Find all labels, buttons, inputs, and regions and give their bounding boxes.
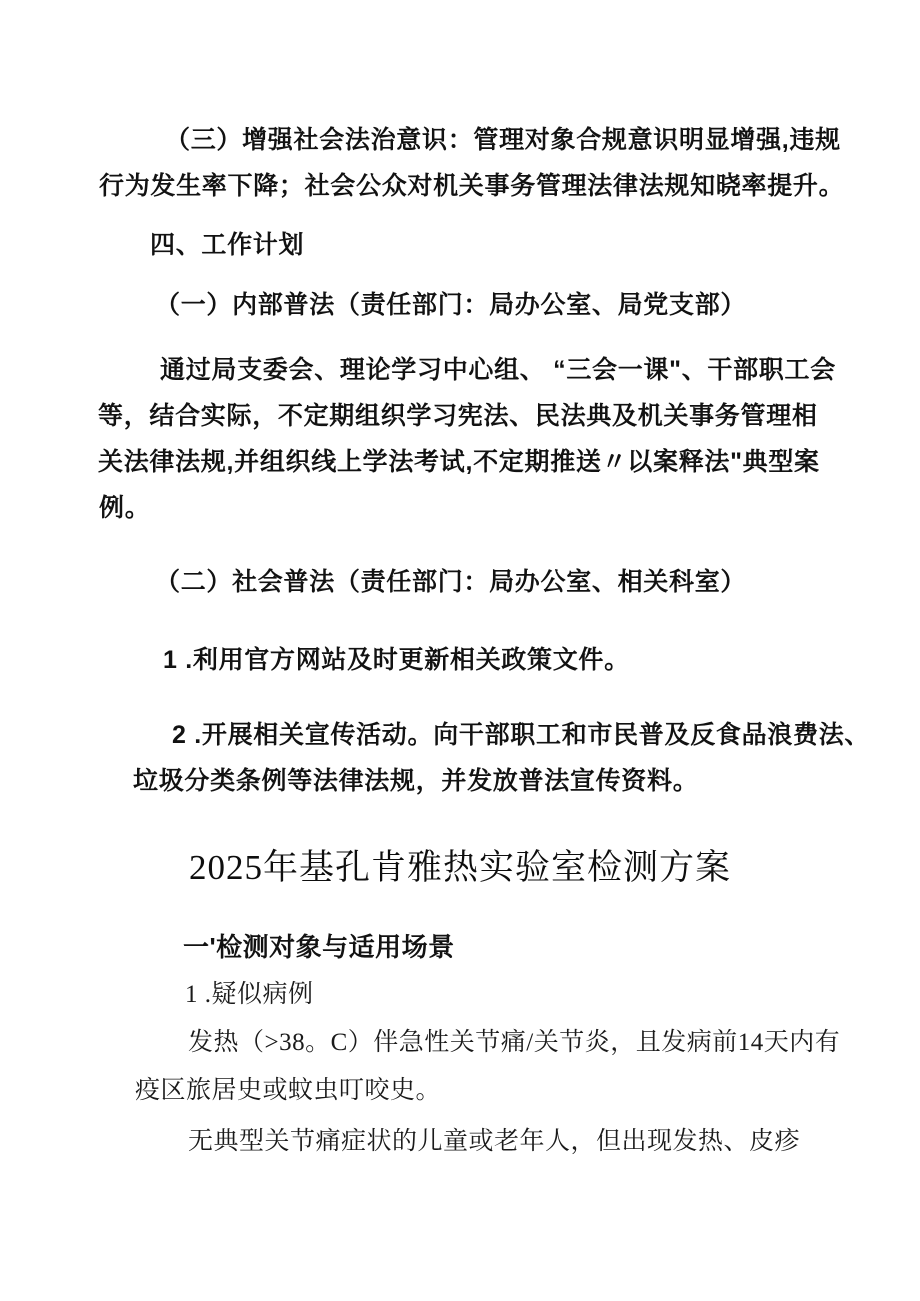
paragraph-atypical-cases <box>0 1118 920 1166</box>
text-line: 关法律法规,并组织线上学法考试,不定期推送〃以案释法"典型案 <box>98 448 820 476</box>
page-title: 2025年基孔肯雅热实验室检测方案 <box>188 848 731 887</box>
section-heading-detection-targets <box>0 924 920 970</box>
text-line: 发热（>38。C）伴急性关节痛/关节炎，且发病前14天内有 <box>188 1029 841 1056</box>
text-line: （一）内部普法（责任部门：局办公室、局党支部） <box>155 291 747 319</box>
text-line: 1 .疑似病例 <box>185 981 314 1008</box>
text-line: 行为发生率下降；社会公众对机关事务管理法律法规知晓率提升。 <box>99 172 845 200</box>
text-line: 2 .开展相关宣传活动。向干部职工和市民普及反食品浪费法、 <box>172 721 871 749</box>
text-line: 一'检测对象与适用场景 <box>183 932 455 962</box>
text-line: 等，结合实际，不定期组织学习宪法、民法典及机关事务管理相 <box>98 402 818 430</box>
paragraph-internal-education-detail <box>0 347 920 531</box>
text-line: 四、工作计划 <box>150 231 305 259</box>
text-line: 垃圾分类条例等法律法规，并发放普法宣传资料。 <box>133 767 699 795</box>
text-line: 疫区旅居史或蚊虫叮咬史。 <box>135 1077 442 1104</box>
text-line: 例。 <box>99 494 151 522</box>
item-official-website <box>0 637 920 683</box>
text-line: 1 .利用官方网站及时更新相关政策文件。 <box>163 646 630 674</box>
subheading-internal-education <box>0 282 920 328</box>
text-line: 无典型关节痛症状的儿童或老年人，但出现发热、皮疹 <box>188 1128 801 1155</box>
heading-work-plan <box>0 222 920 268</box>
document-title-chikungunya-plan <box>0 840 920 896</box>
subheading-public-education <box>0 559 920 605</box>
paragraph-legal-awareness <box>0 117 920 209</box>
item-publicity-activities <box>0 712 920 804</box>
paragraph-fever-criteria <box>0 1019 920 1115</box>
item-suspected-case <box>0 971 920 1019</box>
text-line: 通过局支委会、理论学习中心组、 “三会一课"、干部职工会 <box>160 356 836 384</box>
text-line: （二）社会普法（责任部门：局办公室、相关科室） <box>155 568 747 596</box>
text-line: （三）增强社会法治意识：管理对象合规意识明显增强,违规 <box>165 126 841 154</box>
